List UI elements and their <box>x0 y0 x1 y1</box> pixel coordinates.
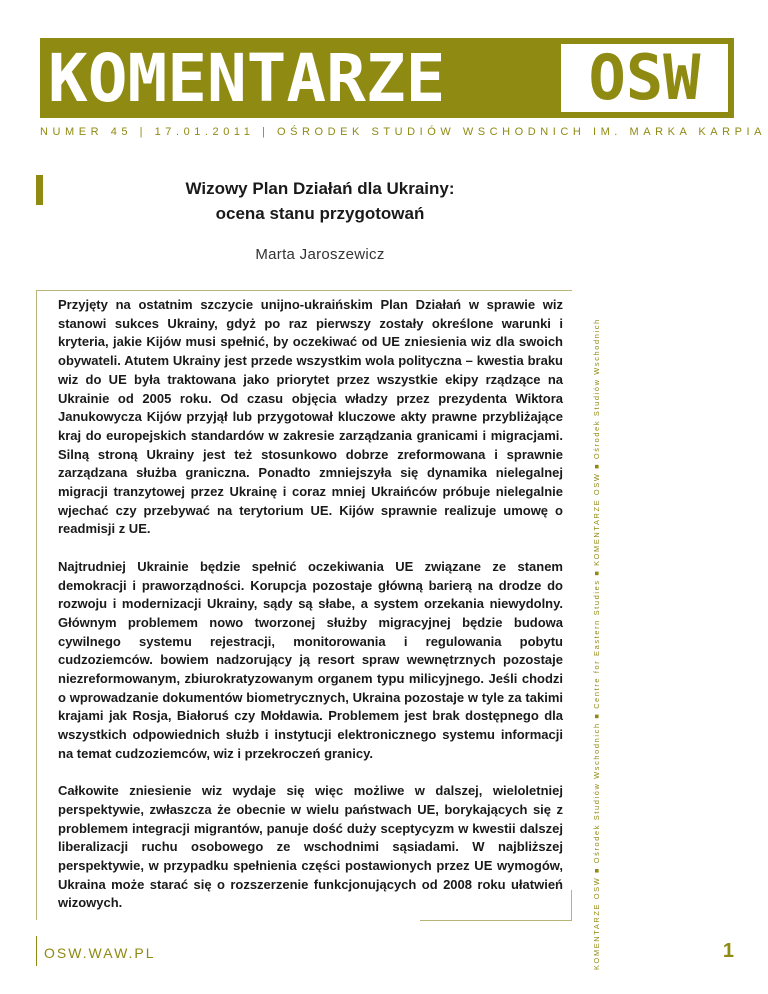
title-accent-bar <box>36 175 43 205</box>
paragraph-1: Przyjęty na ostatnim szczycie unijno-ukraińskim Plan Działań w sprawie wiz stanowi sukces Ukrainy, gdyż po raz pierwszy zostały określone warunki i kryteria, jakie Kijów musi spełnić, by oczekiwać od UE zniesienia wiz dla swoich obywateli. Atutem Ukrainy jest przede wszystkim wola polityczna – kwestia braku wiz do UE była traktowana jako priorytet przez wszystkie ekipy rządzące na Ukrainie od 2005 roku. Od czasu objęcia władzy przez prezydenta Wiktora Janukowycza Kijów przyjął lub przygotował kluczowe akty prawne przybliżające kraj do europejskich standardów w zakresie zarządzania granicami i migracjami. Silną stroną Ukrainy jest też stosunkowo dobrze zreformowana i sprawnie zarządzana służba graniczna. Ponadto zmniejszyła się dynamika nielegalnej migracji tranzytowej przez Ukrainę i coraz mniej Ukraińców próbuje nielegalnie wjechać czy przebywać na terytorium UE. Kijów sprawnie realizuje umowę o readmisji z UE. <box>58 297 563 537</box>
frame-bottom-right <box>571 890 572 920</box>
page-number: 1 <box>722 940 734 962</box>
masthead-brand: KOMENTARZE <box>48 40 446 117</box>
article-body <box>58 296 563 932</box>
paragraph-2: Najtrudniej Ukrainie będzie spełnić oczekiwania UE związane ze stanem demokracji i praworządności. Korupcja pozostaje główną barierą na drodze do rozwoju i modernizacji Ukrainy, sądy są słabe, a system orzekania niewydolny. Głównym problemem nowo tworzonej służby migracyjnej będzie budowa cywilnego systemu rejestracji, monitorowania i regulowania pobytu cudzoziemców. bowiem nadzorujący ją resort spraw wewnętrznych pozostaje niezreformowanym, zbiurokratyzowanym organem typu milicyjnego. Jeśli chodzi o wprowadzanie dokumentów biometrycznych, Ukraina pozostaje w tyle za takimi krajami jak Rosja, Białoruś czy Mołdawia. Problemem jest brak dostępnego dla wszystkich odpowiednich służb i instytucji elektronicznego systemu informacji na temat cudzoziemców, wiz i przekroczeń granicy. <box>58 558 563 761</box>
frame-top <box>36 290 572 291</box>
issue-line: NUMER 45 | 17.01.2011 | OŚRODEK STUDIÓW WSCHODNICH IM. MARKA KARPIA <box>40 126 767 138</box>
masthead-osw: OSW <box>588 41 701 114</box>
footer-url[interactable]: OSW.WAW.PL <box>44 945 156 961</box>
article-title <box>120 176 520 226</box>
paragraph-3: Całkowite zniesienie wiz wydaje się więc możliwe w dalszej, wieloletniej perspektywie, zwłaszcza że obecnie w wielu państwach UE, borykających się z problemem integracji migrantów, panuje dość duży sceptycyzm w kwestii dalszej liberalizacji ruchu osobowego ze wschodnimi sąsiadami. W najbliższej perspektywie, w przypadku spełnienia części postawionych przez UE wymogów, Ukraina może starać się o rozszerzenie funkcjonujących od 2008 roku ułatwień wizowych. <box>58 783 563 911</box>
article-title-line2: ocena stanu przygotowań <box>215 204 425 223</box>
article-author: Marta Jaroszewicz <box>255 246 385 263</box>
frame-left <box>36 290 37 920</box>
side-vertical-text: KOMENTARZE OSW ■ Ośrodek Studiów Wschodnich ■ Centre for Eastern Studies ■ KOMENTARZE OSW ■ Ośrodek Studiów Wschodnich <box>592 318 601 970</box>
footer-accent-bar <box>36 936 37 966</box>
article-title-line1: Wizowy Plan Działań dla Ukrainy: <box>185 179 455 198</box>
